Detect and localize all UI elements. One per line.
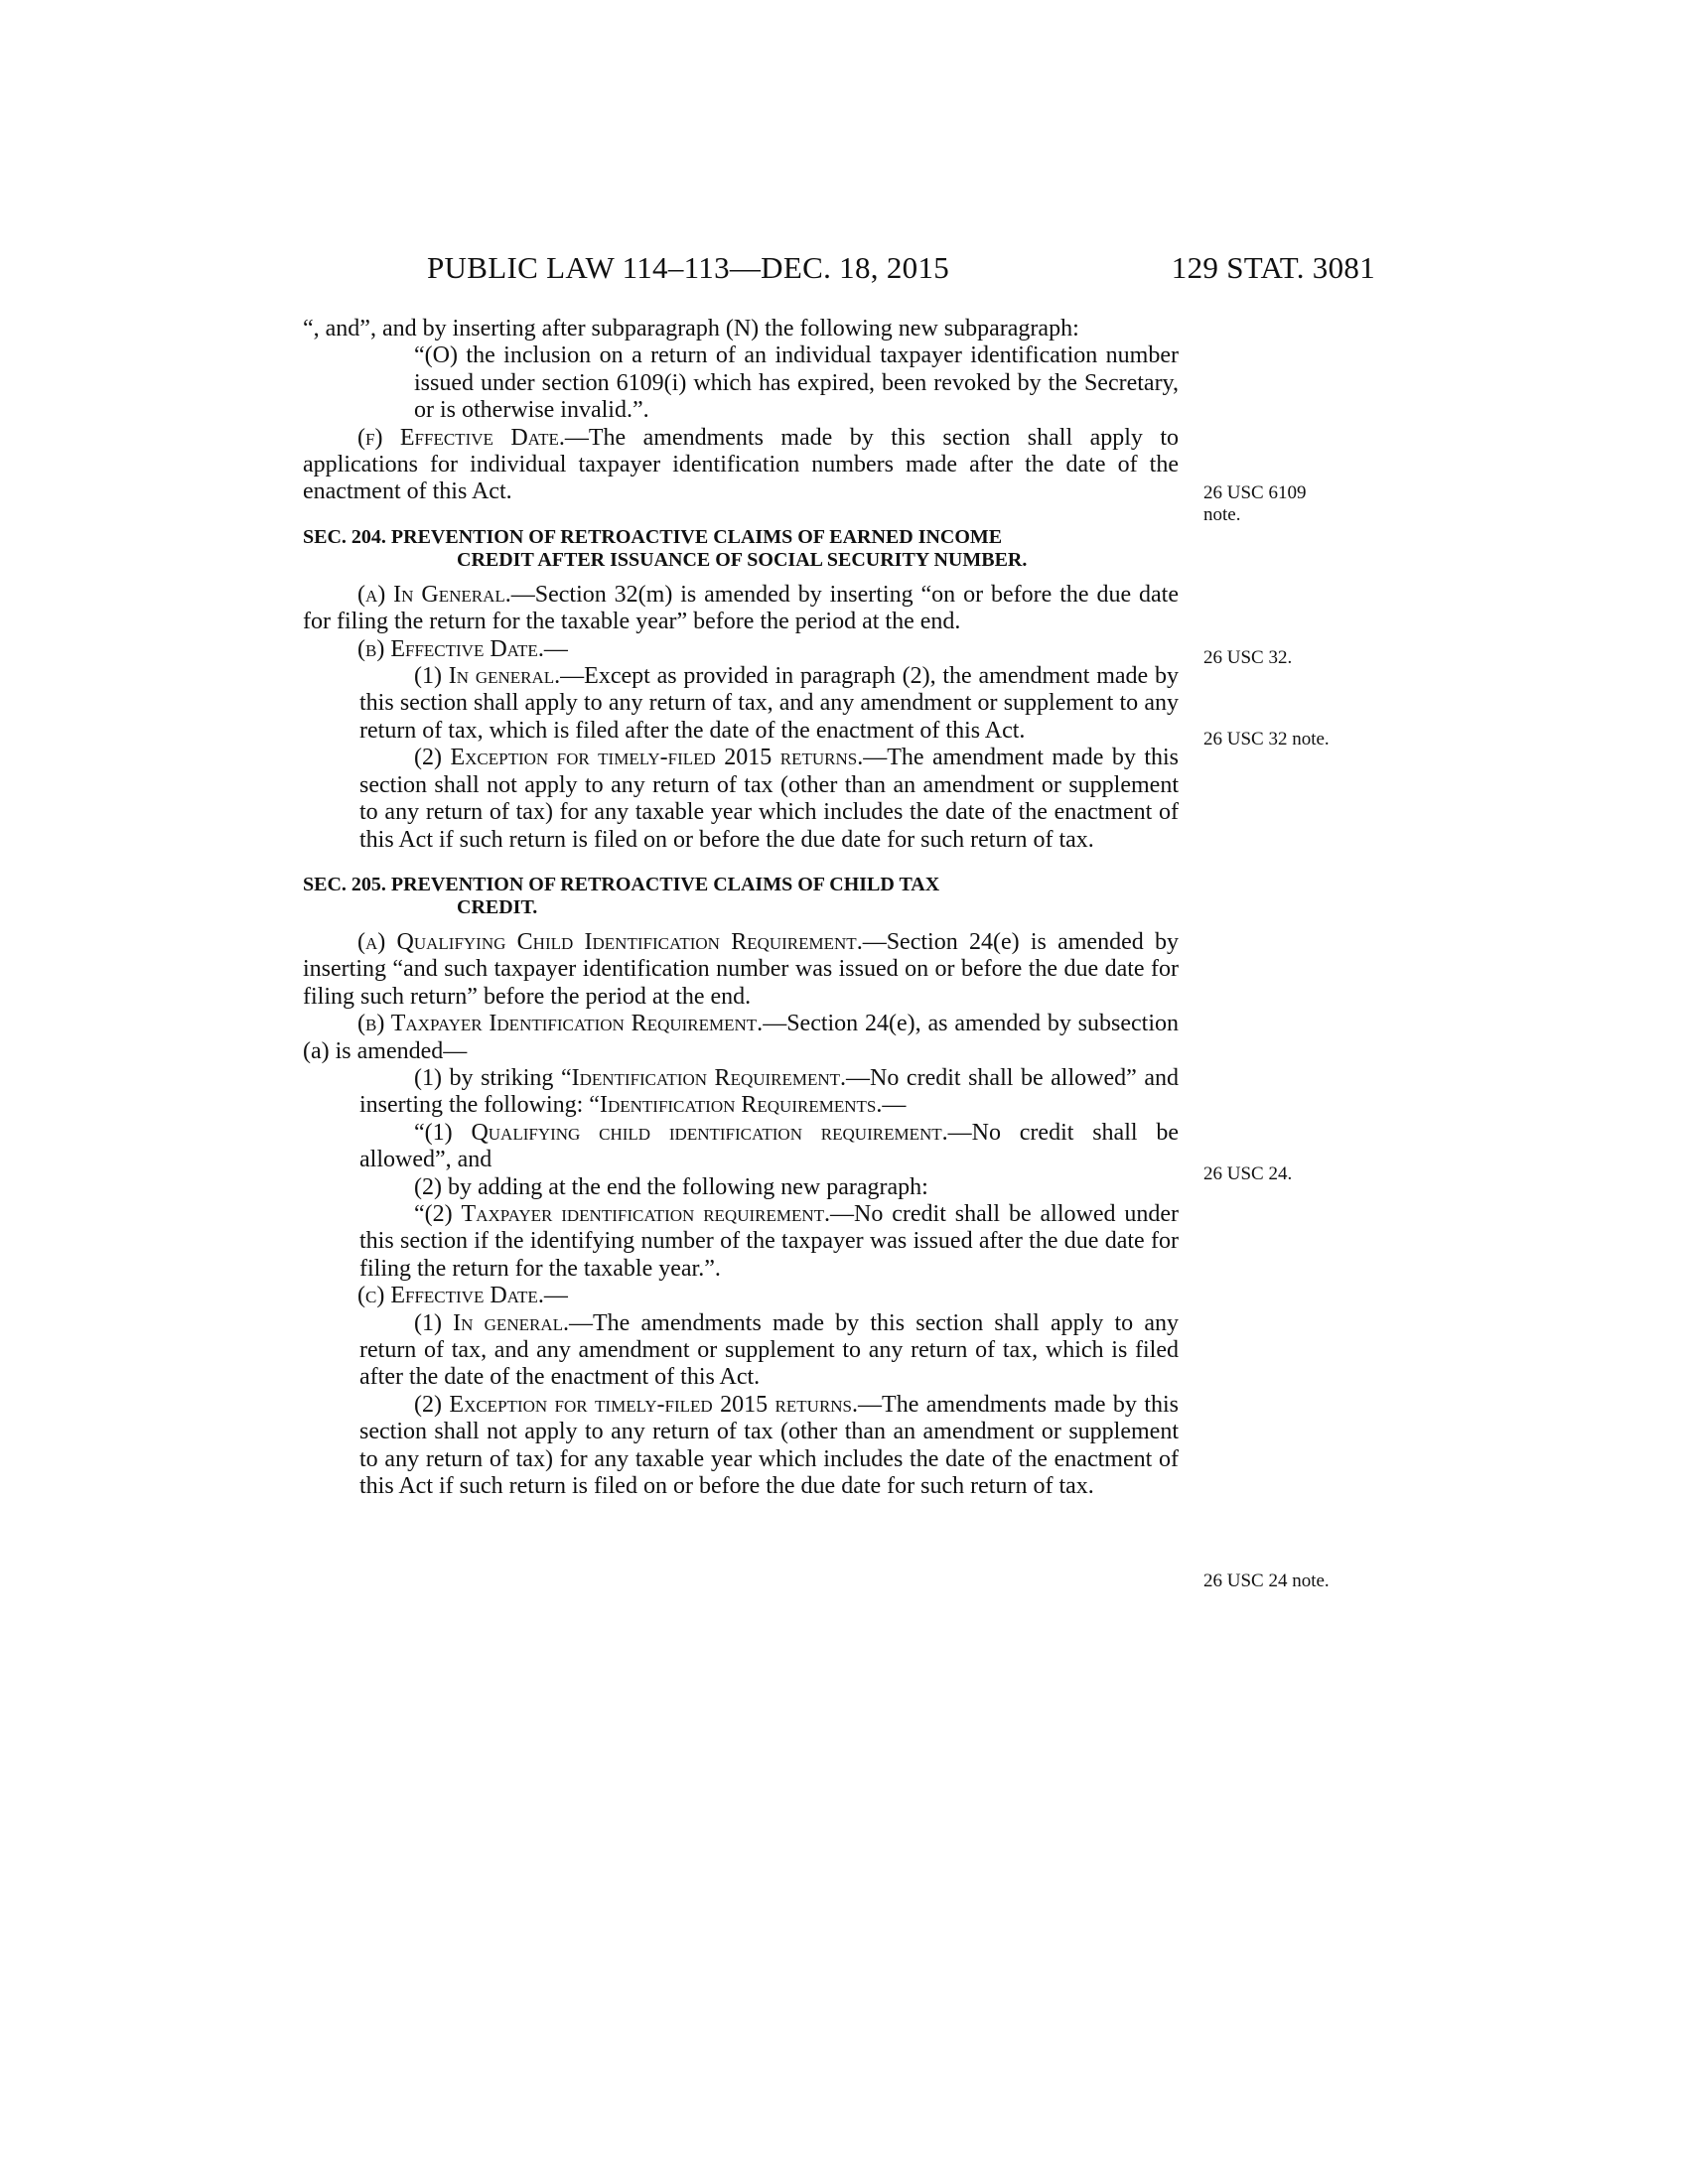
section-204-paragraph-2 — [359, 745, 1179, 854]
section-204-subsection-b-label: (b) Effective Date. — [357, 635, 544, 662]
section-204-heading-line2: CREDIT AFTER ISSUANCE OF SOCIAL SECURITY NUMBER. — [457, 548, 1028, 571]
section-205-b-quoted-paragraph-1 — [359, 1120, 1179, 1174]
text-fragment: “(2) — [414, 1200, 462, 1227]
text-fragment: —No credit shall be allowed” and inserting the following: “ — [359, 1064, 1179, 1119]
section-205-subsection-c-text: — — [543, 1283, 568, 1309]
text-fragment: (1) by striking “ — [414, 1064, 572, 1091]
text-fragment: —No credit shall be allowed”, and — [359, 1119, 1180, 1173]
inserted-heading: Identification Requirements. — [599, 1092, 883, 1119]
section-205-heading — [303, 874, 1179, 919]
body-text — [303, 316, 1179, 1500]
margin-note-32: 26 USC 32. — [1203, 647, 1293, 668]
section-205-b-paragraphs — [303, 1065, 1179, 1283]
quoted-subparagraph-block — [303, 342, 1179, 424]
section-205-subsection-b-label: (b) Taxpayer Identification Requirement. — [357, 1011, 764, 1037]
struck-heading: Identification Requirement. — [571, 1064, 847, 1091]
subsection-f-label: (f) Effective Date. — [357, 424, 565, 451]
section-204-subsection-a — [303, 582, 1179, 636]
quoted-subparagraph-o: “(O) the inclusion on a return of an individual taxpayer identification number issued under section 6109(i) which has expired, been revoked by the Secretary, or is otherwise invalid.”. — [414, 342, 1179, 424]
section-204-subsection-b-text: — — [543, 635, 568, 662]
margin-note-24-note: 26 USC 24 note. — [1203, 1570, 1330, 1591]
margin-note-6109-line1: 26 USC 6109 — [1203, 482, 1307, 503]
text-fragment: — — [882, 1092, 907, 1119]
section-204-paragraph-2-text: —The amendment made by this section shall not apply to any return of tax (other than an amendment or supplement to any return of tax) for any taxable year which includes the date of the enactment of this Act if such return is filed on or before the due date for such return of tax. — [359, 745, 1180, 853]
subsection-f-text: —The amendments made by this section shall apply to applications for individual taxpayer identification numbers made after the date of the enactment of this Act. — [303, 424, 1180, 505]
section-205-subsection-c — [303, 1283, 1179, 1309]
section-204-paragraph-2-label: (2) Exception for timely-filed 2015 returns. — [414, 745, 864, 771]
margin-note-32-note: 26 USC 32 note. — [1203, 729, 1330, 750]
section-205-b-paragraph-2: (2) by adding at the end the following new paragraph: — [414, 1173, 928, 1200]
section-205-c-paragraph-1-label: (1) In general. — [414, 1309, 569, 1336]
section-205-subsection-b — [303, 1011, 1179, 1065]
section-205-c-paragraphs — [303, 1310, 1179, 1501]
page-header — [303, 246, 1375, 290]
quoted-heading-2: Taxpayer identification requirement. — [461, 1200, 831, 1227]
section-205-c-paragraph-2 — [359, 1392, 1179, 1501]
section-205-subsection-a-text: —Section 24(e) is amended by inserting “and such taxpayer identification number was issued on or before the due date for filing such return” before the period at the end. — [303, 928, 1179, 1010]
section-205-subsection-c-label: (c) Effective Date. — [357, 1283, 544, 1309]
section-204-subsection-b — [303, 636, 1179, 663]
section-205-heading-line1: SEC. 205. PREVENTION OF RETROACTIVE CLAIMS OF CHILD TAX — [303, 873, 940, 895]
text-fragment: —No credit shall be allowed under this section if the identifying number of the taxpayer was issued after the due date for filing the return for the taxable year.”. — [359, 1200, 1179, 1282]
continued-paragraph: “, and”, and by inserting after subparagraph (N) the following new subparagraph: — [303, 316, 1079, 341]
margin-note-24: 26 USC 24. — [1203, 1163, 1293, 1184]
text-fragment: “(1) — [414, 1119, 472, 1146]
section-204-paragraphs — [303, 663, 1179, 854]
margin-note-6109-line2: note. — [1203, 504, 1241, 525]
section-204-paragraph-1-label: (1) In general. — [414, 663, 561, 690]
statute-page-number: 129 STAT. 3081 — [1171, 250, 1375, 285]
subsection-f — [303, 425, 1179, 506]
section-205-b-quoted-paragraph-2 — [359, 1201, 1179, 1283]
section-205-heading-line2: CREDIT. — [457, 895, 538, 918]
section-204-paragraph-1-text: —Except as provided in paragraph (2), the amendment made by this section shall apply to any return of tax, and any amendment or supplement to any return of tax, which is filed after the date of the enactment of this Act. — [359, 663, 1179, 744]
section-205-subsection-b-text: —Section 24(e), as amended by subsection (a) is amended— — [303, 1011, 1179, 1064]
running-title: PUBLIC LAW 114–113—DEC. 18, 2015 — [427, 250, 950, 285]
section-204-heading-line1: SEC. 204. PREVENTION OF RETROACTIVE CLAIMS OF EARNED INCOME — [303, 525, 1003, 548]
section-205-subsection-a — [303, 929, 1179, 1011]
quoted-heading-1: Qualifying child identification requirement. — [471, 1119, 948, 1146]
section-204-paragraph-1 — [359, 663, 1179, 745]
section-205-c-paragraph-2-label: (2) Exception for timely-filed 2015 returns. — [414, 1391, 859, 1418]
section-205-c-paragraph-2-text: —The amendments made by this section shall not apply to any return of tax (other than an amendment or supplement to any return of tax) for any taxable year which includes the date of the enactment of this Act if such return is filed on or before the due date for such return of tax. — [359, 1391, 1180, 1500]
section-205-c-paragraph-1-text: —The amendments made by this section shall apply to any return of tax, and any amendment or supplement to any return of tax, which is filed after the date of the enactment of this Act. — [359, 1309, 1179, 1391]
margin-note-6109 — [1203, 482, 1306, 526]
section-205-b-paragraph-1 — [359, 1065, 1179, 1120]
section-204-heading — [303, 526, 1179, 572]
section-204-subsection-a-label: (a) In General. — [357, 581, 511, 608]
section-205-c-paragraph-1 — [359, 1310, 1179, 1392]
section-204-subsection-a-text: —Section 32(m) is amended by inserting “on or before the due date for filing the return for the taxable year” before the period at the end. — [303, 581, 1179, 635]
section-205-subsection-a-label: (a) Qualifying Child Identification Requirement. — [357, 928, 863, 955]
